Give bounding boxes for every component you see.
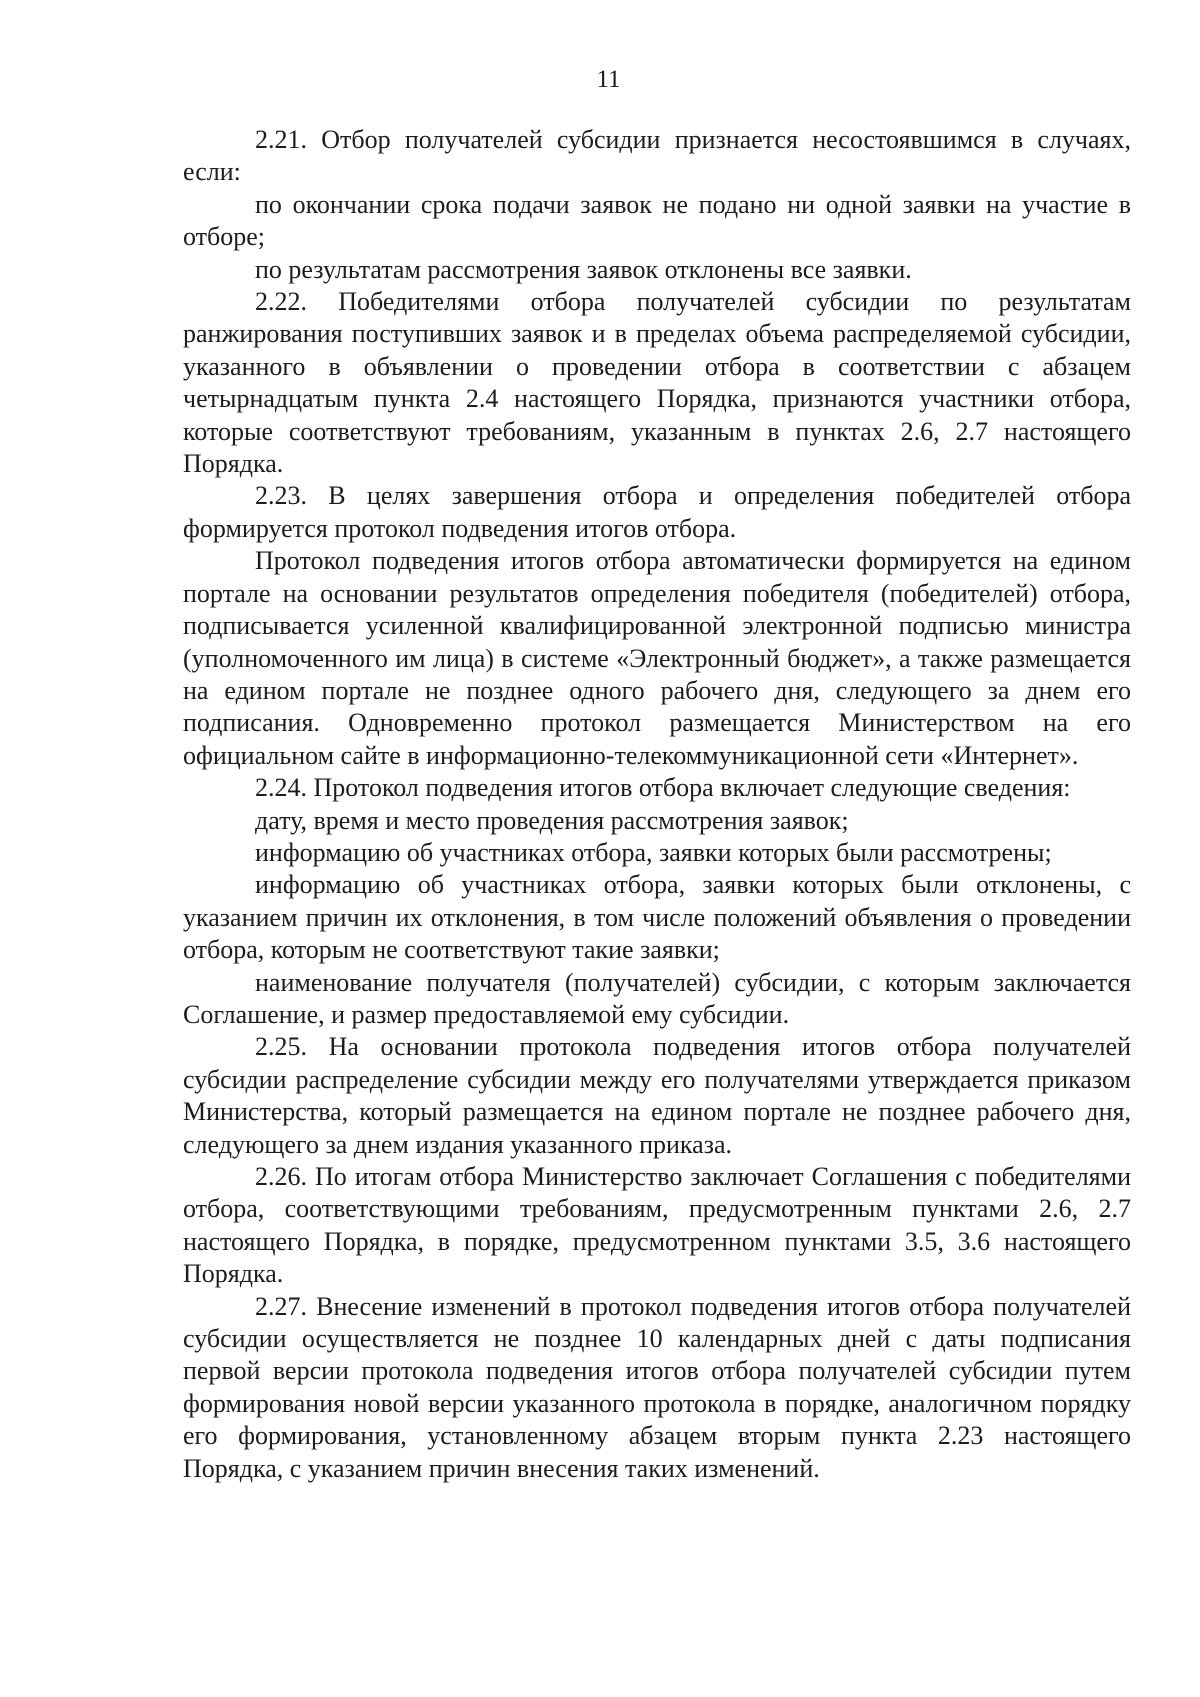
paragraph-2-24-item-2: информацию об участниках отбора, заявки которых были рассмотрены; [255, 837, 1052, 867]
paragraph-2-24-item-4: наименование получателя (получателей) субсидии, с которым заключается Соглашение, и размер предоставляемой ему субсидии. [183, 967, 1131, 1029]
document-body [183, 124, 1131, 1485]
paragraph-2-24: 2.24. Протокол подведения итогов отбора включает следующие сведения: [255, 773, 1071, 803]
paragraph-2-27: 2.27. Внесение изменений в протокол подведения итогов отбора получателей субсидии осуществляется не позднее 10 календарных дней с даты подписания первой версии протокола подведения итогов отбора получателей субсидии путем формирования новой версии указанного протокола в порядке, аналогичном порядку его формирования, установленному абзацем вторым пункта 2.23 настоящего Порядка, с указанием причин внесения таких изменений. [183, 1291, 1131, 1483]
paragraph-2-23-protocol: Протокол подведения итогов отбора автоматически формируется на едином портале на основании результатов определения победителя (победителей) отбора, подписывается усиленной квалифицированной электронной подписью министра (уполномоченного им лица) в системе «Электронный бюджет», а также размещается на едином портале не позднее одного рабочего дня, следующего за днем его подписания. Одновременно протокол размещается Министерством на его официальном сайте в информационно-телекоммуникационной сети «Интернет». [183, 546, 1131, 770]
paragraph-2-24-item-1: дату, время и место проведения рассмотрения заявок; [255, 805, 849, 835]
page-number: 11 [596, 66, 621, 93]
paragraph-2-21-case-1: по окончании срока подачи заявок не подано ни одной заявки на участие в отборе; [183, 189, 1131, 252]
paragraph-2-21: 2.21. Отбор получателей субсидии признается несостоявшимся в случаях, если: [183, 125, 1131, 187]
paragraph-2-24-item-3: информацию об участниках отбора, заявки которых были отклонены, с указанием причин их отклонения, в том числе положений объявления о проведении отбора, которым не соответствуют такие заявки; [183, 870, 1131, 965]
paragraph-2-25: 2.25. На основании протокола подведения итогов отбора получателей субсидии распределение субсидии между его получателями утверждается приказом Министерства, который размещается на едином портале не позднее рабочего дня, следующего за днем издания указанного приказа. [183, 1032, 1131, 1159]
paragraph-2-23: 2.23. В целях завершения отбора и определения победителей отбора формируется протокол подведения итогов отбора. [183, 481, 1131, 543]
paragraph-2-21-case-2: по результатам рассмотрения заявок отклонены все заявки. [255, 254, 912, 284]
paragraph-2-22: 2.22. Победителями отбора получателей субсидии по результатам ранжирования поступивших заявок и в пределах объема распределяемой субсидии, указанного в объявлении о проведении отбора в соответствии с абзацем четырнадцатым пункта 2.4 настоящего Порядка, признаются участники отбора, которые соответствуют требованиям, указанным в пунктах 2.6, 2.7 настоящего Порядка. [183, 287, 1131, 479]
paragraph-2-26: 2.26. По итогам отбора Министерство заключает Соглашения с победителями отбора, соответствующими требованиям, предусмотренным пунктами 2.6, 2.7 настоящего Порядка, в порядке, предусмотренном пунктами 3.5, 3.6 настоящего Порядка. [183, 1162, 1131, 1289]
